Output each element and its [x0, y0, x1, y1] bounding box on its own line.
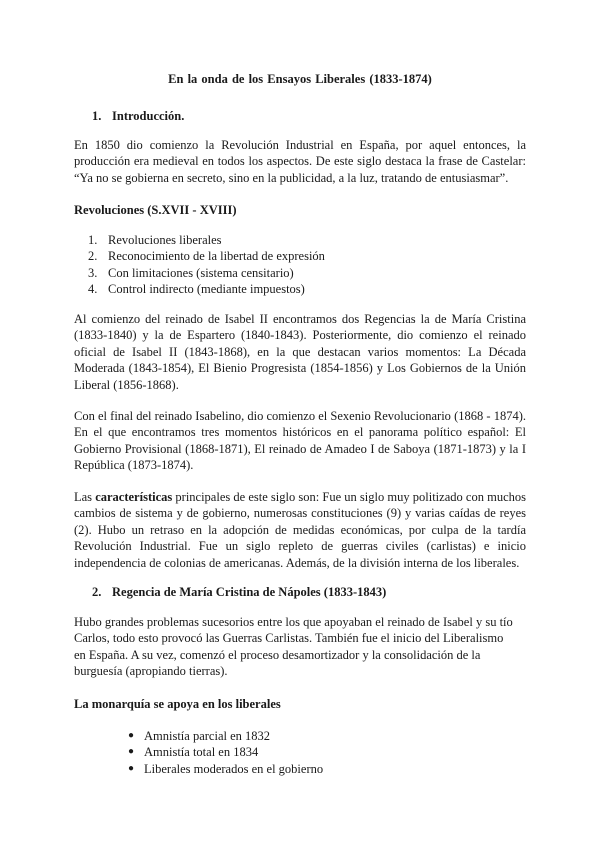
- intro-paragraph: En 1850 dio comienzo la Revolución Industrial en España, por aquel entonces, la producción era medieval en todos los aspectos. De este siglo destaca la frase de Castelar: “Ya no se gobierna en secreto, sino en la publicidad, a la luz, tratando de entusiasmar”.: [74, 138, 526, 185]
- monarquia-heading: La monarquía se apoya en los liberales: [74, 697, 281, 711]
- list-text: Control indirecto (mediante impuestos): [108, 282, 305, 297]
- list-item: [88, 281, 325, 297]
- sexenio-paragraph: Con el final del reinado Isabelino, dio comienzo el Sexenio Revolucionario (1868 - 1874). En el que encontramos tres momentos históricos en el panorama político español: El Gobierno Provisional (1868-1871), El reinado de Amadeo I de Saboya (1871-1873) y la I República (1873-1874).: [74, 409, 526, 473]
- list-number: 4.: [88, 282, 98, 297]
- section-title: Introducción.: [112, 109, 185, 123]
- document-title: En la onda de los Ensayos Liberales (1833-1874): [168, 72, 432, 86]
- list-text: Revoluciones liberales: [108, 233, 222, 247]
- caracteristicas-paragraph: [74, 489, 526, 571]
- list-item: [128, 728, 323, 744]
- section-number: 1.: [92, 109, 102, 123]
- list-text: Liberales moderados en el gobierno: [144, 761, 324, 776]
- list-item: [88, 265, 325, 281]
- list-item: [88, 232, 325, 248]
- monarquia-list: [128, 728, 323, 777]
- bullet-icon: ●: [128, 762, 135, 774]
- list-number: 3.: [88, 265, 98, 280]
- list-text: Con limitaciones (sistema censitario): [108, 265, 294, 280]
- isabel-paragraph: Al comienzo del reinado de Isabel II encontramos dos Regencias la de María Cristina (1833-1840) y la de Espartero (1840-1843). Posteriormente, dio comienzo el reinado oficial de Isabel II (1843-1868), en la que destacan varios momentos: La Década Moderada (1843-1854), El Bienio Progresista (1854-1856) y Los Gobiernos de la Unión Liberal (1856-1868).: [74, 312, 526, 392]
- list-text: Reconocimiento de la libertad de expresión: [108, 249, 325, 264]
- section-heading-introduccion: [92, 109, 184, 124]
- caracteristicas-bold: características: [95, 490, 173, 504]
- section-title: Regencia de María Cristina de Nápoles (1833-1843): [112, 585, 387, 599]
- revoluciones-heading: Revoluciones (S.XVII - XVIII): [74, 203, 237, 217]
- list-item: [88, 248, 325, 264]
- bullet-icon: ●: [128, 730, 135, 741]
- list-item: [128, 761, 323, 777]
- list-item: [128, 744, 323, 760]
- section-number: 2.: [92, 585, 102, 599]
- list-text: Amnistía total en 1834: [144, 745, 259, 760]
- list-number: 2.: [88, 249, 98, 264]
- section-heading-regencia: [92, 585, 386, 600]
- revoluciones-list: [88, 232, 325, 298]
- list-number: 1.: [88, 233, 98, 247]
- caracteristicas-rest: principales de este siglo son: Fue un siglo muy politizado con muchos cambios de sistema y de gobierno, numerosas constituciones (9) y varias caídas de reyes (2). Hubo un retraso en la adopción de medidas económicas, por culpa de la tardía Revolución Industrial. Fue un siglo repleto de guerras civiles (carlistas) e inicio independencia de colonias de americanas. Además, de la división interna de los liberales.: [74, 490, 526, 570]
- bullet-icon: ●: [128, 746, 135, 758]
- regencia-paragraph: Hubo grandes problemas sucesorios entre los que apoyaban el reinado de Isabel y su tío Carlos, todo esto provocó las Guerras Carlistas. También fue el inicio del Liberalismo en España. A su vez, comenzó el proceso desamortizador y la consolidación de la burguesía (apropiando tierras).: [74, 615, 513, 679]
- caracteristicas-lead: Las: [74, 490, 96, 504]
- list-text: Amnistía parcial en 1832: [144, 729, 271, 743]
